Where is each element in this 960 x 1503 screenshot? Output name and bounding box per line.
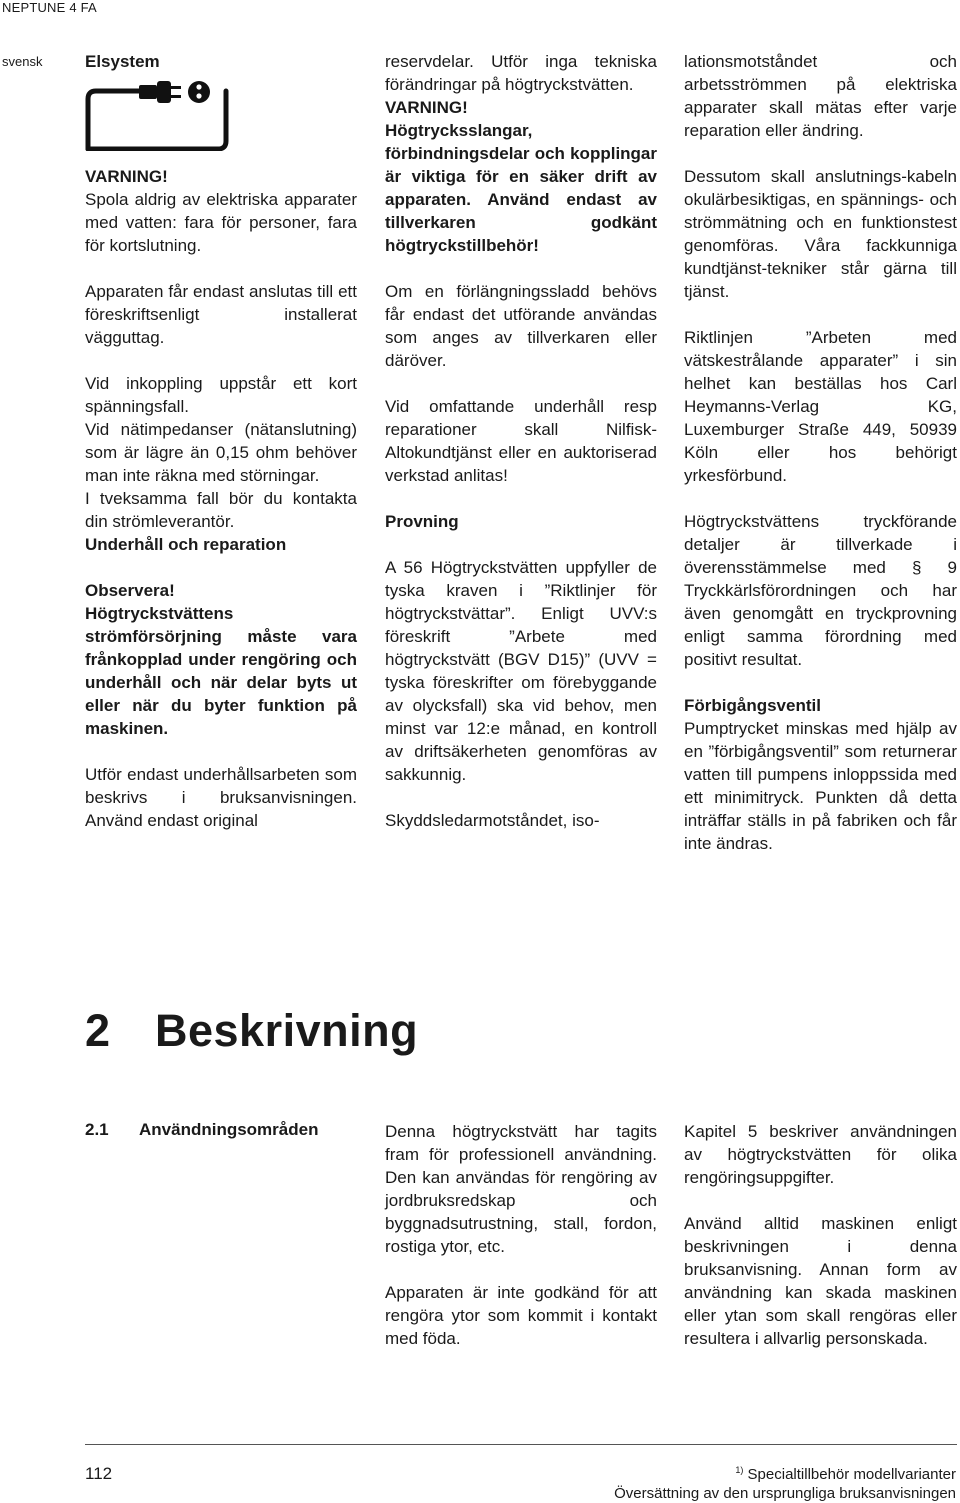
paragraph: Använd alltid maskinen enligt beskrivningen i denna bruksanvisning. Annan form av användning kan skada maskinen eller ytan som skall rengöras eller resultera i allvarlig personskada.	[684, 1214, 957, 1348]
plug-socket-icon	[85, 77, 230, 151]
section-heading-underhall: Underhåll och reparation	[85, 535, 287, 554]
translation-note: Översättning av den ursprungliga bruksanvisningen	[614, 1485, 956, 1502]
footnote	[735, 1465, 956, 1483]
section-heading-elsystem: Elsystem	[85, 52, 160, 71]
column-2	[385, 50, 657, 832]
paragraph: Vid omfattande underhåll resp reparationer skall Nilfisk-Altokundtjänst eller en auktoriserad verkstad anlitas!	[385, 397, 657, 485]
warning-text: Spola aldrig av elektriska apparater med vatten: fara för personer, fara för kortslutning.	[85, 190, 357, 255]
paragraph: Apparaten får endast anslutas till ett föreskriftsenligt installerat vägguttag.	[85, 282, 357, 347]
chapter-heading	[85, 1005, 418, 1057]
note-title: Observera!	[85, 581, 175, 600]
chapter-title: Beskrivning	[155, 1005, 419, 1056]
page-number: 112	[85, 1464, 113, 1483]
paragraph: Om en förlängningssladd behövs får endast det utförande användas som anges av tillverkaren eller däröver.	[385, 282, 657, 370]
column-1	[85, 50, 357, 832]
chapter-number: 2	[85, 1005, 111, 1056]
section-heading	[85, 1120, 318, 1140]
section-number: 2.1	[85, 1120, 109, 1139]
paragraph: lationsmotståndet och arbetsströmmen på elektriska apparater skall mätas efter varje reparation eller ändring.	[684, 52, 957, 140]
footnote-mark: 1)	[735, 1465, 744, 1475]
section-column-3	[684, 1120, 957, 1350]
paragraph: Utför endast underhållsarbeten som beskrivs i bruksanvisningen. Använd endast original	[85, 765, 357, 830]
paragraph: Pumptrycket minskas med hjälp av en ”förbigångsventil” som returnerar vatten till pumpens inloppssida med ett minimitryck. Punkten då detta inträffar ställs in på fabriken och får inte ändras.	[684, 719, 957, 853]
paragraph: Dessutom skall anslutnings-kabeln okulärbesiktigas, en spännings- och strömmätning och en funktionstest genomföras. Våra fackkunniga kundtjänst-tekniker står gärna till tjänst.	[684, 167, 957, 301]
paragraph: Skyddsledarmotståndet, iso-	[385, 811, 600, 830]
paragraph: Högtryckstvättens tryckförande detaljer är tillverkade i överensstämmelse med § 9 Tryckkärlsförordningen och har även genomgått en tryckprovning enligt samma förordning med positivt resultat.	[684, 512, 957, 669]
paragraph: Vid nätimpedanser (nätanslutning) som är lägre än 0,15 ohm behöver man inte räkna med störningar.	[85, 420, 357, 485]
section-column-2	[385, 1120, 657, 1350]
warning-title: VARNING!	[385, 98, 468, 117]
column-3	[684, 50, 957, 855]
paragraph: I tveksamma fall bör du kontakta din strömleverantör.	[85, 489, 357, 531]
paragraph: Riktlinjen ”Arbeten med vätskestrålande apparater” i sin helhet kan beställas hos Carl Heymanns-Verlag KG, Luxemburger Straße 449, 50939 Köln eller hos behörigt yrkesförbund.	[684, 328, 957, 485]
warning-title: VARNING!	[85, 167, 168, 186]
language-label: svensk	[2, 54, 43, 69]
section-title: Användningsområden	[139, 1120, 319, 1139]
paragraph: Kapitel 5 beskriver användningen av högtryckstvätten för olika rengöringsuppgifter.	[684, 1122, 957, 1187]
document-header-title: NEPTUNE 4 FA	[2, 0, 97, 15]
paragraph: Vid inkoppling uppstår ett kort spänningsfall.	[85, 374, 357, 416]
footnote-text: Specialtillbehör modellvarianter	[747, 1466, 956, 1483]
section-heading-forbigangsventil: Förbigångsventil	[684, 696, 821, 715]
warning-text: Högtrycksslangar, förbindningsdelar och kopplingar är viktiga för en säker drift av apparaten. Använd endast av tillverkaren godkänt högtryckstillbehör!	[385, 121, 657, 255]
note-text: Högtryckstvättens strömförsörjning måste vara frånkopplad under rengöring och underhåll och när delar byts ut eller när du byter funktion på maskinen.	[85, 604, 357, 738]
footer-divider	[85, 1444, 957, 1445]
paragraph: reservdelar. Utför inga tekniska förändringar på högtryckstvätten.	[385, 52, 657, 94]
paragraph: Denna högtryckstvätt har tagits fram för professionell användning. Den kan användas för rengöring av jordbruksredskap och byggnadsutrustning, stall, fordon, rostiga ytor, etc.	[385, 1122, 657, 1256]
paragraph: Apparaten är inte godkänd för att rengöra ytor som kommit i kontakt med föda.	[385, 1283, 657, 1348]
paragraph: A 56 Högtryckstvätten uppfyller de tyska kraven i ”Riktlinjer för högtryckstvättar”. Enligt UVV:s föreskrift ”Arbete med högtryckstvätt (BGV D15)” (UVV = tyska föreskrifter om förebyggande av olycksfall) ska vid behov, men minst var 12:e månad, en kontroll av driftsäkerheten genomföras av sakkunnig.	[385, 558, 657, 784]
section-heading-provning: Provning	[385, 512, 459, 531]
